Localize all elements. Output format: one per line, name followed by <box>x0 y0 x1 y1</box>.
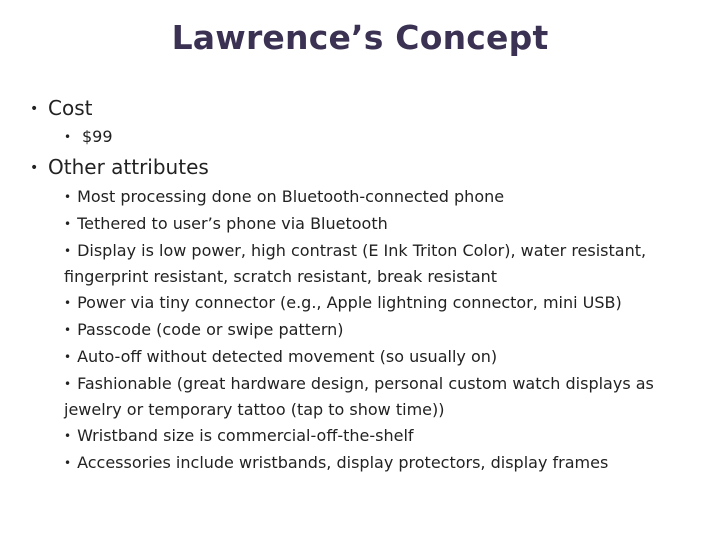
item-text: Fashionable (great hardware design, personal custom watch displays as jewelry or temporary tattoo (tap to show time)) <box>64 373 654 420</box>
item-text: Accessories include wristbands, display protectors, display frames <box>77 452 609 472</box>
cost-heading: Cost <box>48 96 93 120</box>
bullet-icon: • <box>64 455 72 470</box>
bullet-icon: • <box>30 101 39 117</box>
item-text: Power via tiny connector (e.g., Apple lightning connector, mini USB) <box>77 293 622 313</box>
bullet-icon: • <box>64 216 72 231</box>
item-text: Passcode (code or swipe pattern) <box>77 319 344 339</box>
bullet-icon: • <box>64 376 72 391</box>
bullet-icon: • <box>64 243 72 258</box>
bullet-cost <box>30 96 92 120</box>
bullet-icon: • <box>64 190 72 204</box>
list-item <box>64 450 684 477</box>
item-text: Tethered to user’s phone via Bluetooth <box>77 213 388 233</box>
bullet-icon: • <box>64 322 72 337</box>
other-attributes-list <box>64 184 684 477</box>
list-item <box>64 371 684 424</box>
bullet-other-attributes <box>30 155 209 179</box>
list-item <box>64 423 684 450</box>
list-item <box>64 184 684 211</box>
bullet-icon: • <box>64 130 72 144</box>
bullet-icon: • <box>64 429 72 444</box>
item-text: Most processing done on Bluetooth-connected phone <box>77 187 505 206</box>
list-item <box>64 290 684 317</box>
bullet-icon: • <box>64 349 72 364</box>
list-item <box>64 238 684 291</box>
list-item <box>64 344 684 371</box>
bullet-cost-price <box>64 127 113 146</box>
list-item <box>64 211 684 238</box>
item-text: Display is low power, high contrast (E Ink Triton Color), water resistant, fingerprint resistant, scratch resistant, break resistant <box>64 240 647 287</box>
item-text: Wristband size is commercial-off-the-shelf <box>77 426 414 446</box>
slide-title: Lawrence’s Concept <box>171 18 549 57</box>
cost-price: $99 <box>82 127 113 146</box>
other-attributes-heading: Other attributes <box>48 155 209 179</box>
list-item <box>64 317 684 344</box>
item-text: Auto-off without detected movement (so usually on) <box>77 346 498 366</box>
bullet-icon: • <box>30 160 39 176</box>
bullet-icon: • <box>64 296 72 311</box>
